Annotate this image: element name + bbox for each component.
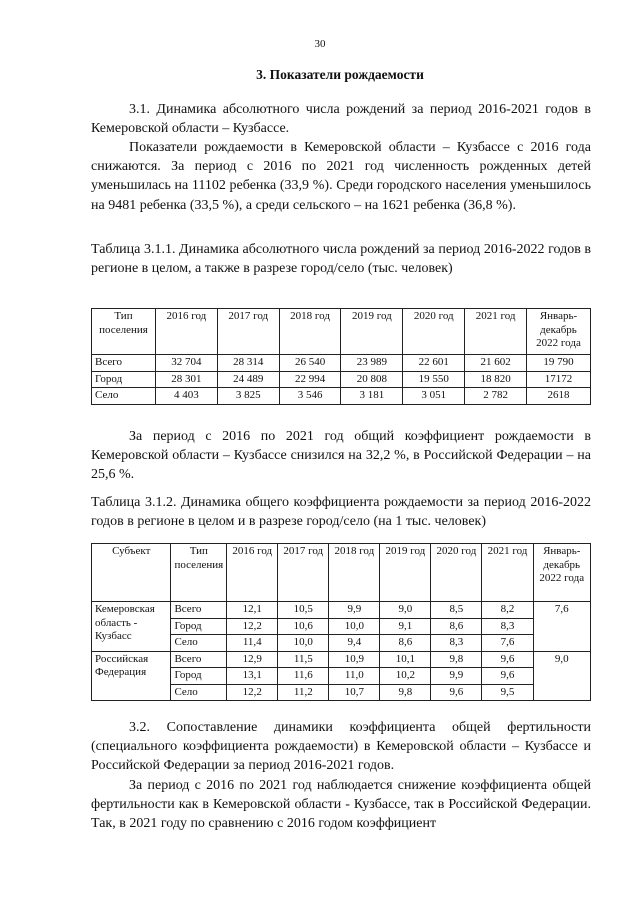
row-label: Село <box>171 635 227 652</box>
section-title: 3. Показатели рождаемости <box>256 67 424 82</box>
row-label: Город <box>171 618 227 635</box>
page-number: 30 <box>314 38 326 50</box>
table-row <box>92 355 591 372</box>
table-cell: 23 989 <box>341 355 403 372</box>
table-cell: 26 540 <box>279 355 341 372</box>
births-table <box>91 308 591 405</box>
header-cell: 2018 год <box>279 309 341 355</box>
table-cell: 21 602 <box>465 355 527 372</box>
table-cell: 9,5 <box>482 684 533 701</box>
table-cell: 8,2 <box>482 602 533 619</box>
table-cell: 9,6 <box>482 651 533 668</box>
table-cell: 10,7 <box>329 684 380 701</box>
table-cell: 10,2 <box>380 668 431 685</box>
table-cell: 10,6 <box>278 618 329 635</box>
birth-rate-table <box>91 543 591 701</box>
header-cell: 2019 год <box>380 544 431 602</box>
row-label: Город <box>171 668 227 685</box>
header-cell: 2021 год <box>465 309 527 355</box>
table-row <box>92 651 591 668</box>
table-cell: 10,0 <box>329 618 380 635</box>
table-cell: 9,1 <box>380 618 431 635</box>
table-row <box>92 371 591 388</box>
header-cell: 2017 год <box>278 544 329 602</box>
table-cell: 9,9 <box>329 602 380 619</box>
table-cell: 9,6 <box>431 684 482 701</box>
table-cell: 3 051 <box>403 388 465 405</box>
subject-cell: Кемеровская область - Кузбасс <box>92 602 171 652</box>
paragraph-fertility: За период с 2016 по 2021 год наблюдается снижение коэффициента общей фертильности как в Кемеровской области - Кузбассе, так в Российской Федерации. Так, в 2021 году по сравнению с 2016 годом коэффициент <box>91 778 591 832</box>
table-cell: 8,5 <box>431 602 482 619</box>
table-cell: 3 181 <box>341 388 403 405</box>
header-cell: 2021 год <box>482 544 533 602</box>
header-cell: 2020 год <box>403 309 465 355</box>
header-cell: Январь-декабрь 2022 года <box>527 309 591 355</box>
table-header-row <box>92 544 591 602</box>
table-cell: 20 808 <box>341 371 403 388</box>
table-cell: 24 489 <box>217 371 279 388</box>
table-cell: 17172 <box>527 371 591 388</box>
table-cell: 9,8 <box>380 684 431 701</box>
table-cell: 9,8 <box>431 651 482 668</box>
table-cell: 7,6 <box>533 602 591 652</box>
table-cell: 12,1 <box>227 602 278 619</box>
paragraph-intro: 3.1. Динамика абсолютного числа рождений за период 2016-2021 годов в Кемеровской области – Кузбассе. <box>91 102 591 137</box>
table-cell: 3 825 <box>217 388 279 405</box>
table-cell: 3 546 <box>279 388 341 405</box>
table-cell: 11,5 <box>278 651 329 668</box>
table-cell: 9,4 <box>329 635 380 652</box>
header-cell: 2016 год <box>155 309 217 355</box>
table-header-row <box>92 309 591 355</box>
header-cell: Тип поселения <box>171 544 227 602</box>
paragraph-dynamics: Показатели рождаемости в Кемеровской области – Кузбассе с 2016 года снижаются. За период с 2016 по 2021 год численность рожденных детей уменьшилась на 11102 ребенка (33,9 %). Среди городского населения уменьшилось на 9481 ребенка (33,5 %), а среди сельского – на 1621 ребенка (36,8 %). <box>91 140 591 213</box>
table-cell: 22 994 <box>279 371 341 388</box>
row-label: Всего <box>171 651 227 668</box>
table-cell: 28 314 <box>217 355 279 372</box>
row-label: Город <box>92 371 156 388</box>
paragraph-coefficient: За период с 2016 по 2021 год общий коэффициент рождаемости в Кемеровской области – Кузбассе снизился на 32,2 %, в Российской Федерации – на 25,6 %. <box>91 429 591 483</box>
table-cell: 10,0 <box>278 635 329 652</box>
table1-caption: Таблица 3.1.1. Динамика абсолютного числа рождений за период 2016-2022 годов в регионе в целом, а также в разрезе город/село (тыс. человек) <box>91 242 591 277</box>
table-cell: 9,9 <box>431 668 482 685</box>
header-cell: Субъект <box>92 544 171 602</box>
table-cell: 18 820 <box>465 371 527 388</box>
table-row <box>92 388 591 405</box>
subject-cell: Российская Федерация <box>92 651 171 701</box>
table-cell: 11,2 <box>278 684 329 701</box>
table-cell: 28 301 <box>155 371 217 388</box>
table-row <box>92 602 591 619</box>
table-cell: 22 601 <box>403 355 465 372</box>
table-cell: 8,6 <box>431 618 482 635</box>
table-cell: 8,3 <box>431 635 482 652</box>
table-cell: 9,6 <box>482 668 533 685</box>
table-cell: 12,2 <box>227 684 278 701</box>
table-cell: 19 790 <box>527 355 591 372</box>
table-cell: 11,6 <box>278 668 329 685</box>
table-cell: 9,0 <box>380 602 431 619</box>
header-cell: 2017 год <box>217 309 279 355</box>
table-cell: 12,9 <box>227 651 278 668</box>
header-cell: 2016 год <box>227 544 278 602</box>
row-label: Село <box>92 388 156 405</box>
table-cell: 10,5 <box>278 602 329 619</box>
row-label: Всего <box>171 602 227 619</box>
table-cell: 19 550 <box>403 371 465 388</box>
table-cell: 2 782 <box>465 388 527 405</box>
table-cell: 4 403 <box>155 388 217 405</box>
table-cell: 11,0 <box>329 668 380 685</box>
table-cell: 8,3 <box>482 618 533 635</box>
header-cell: Январь-декабрь 2022 года <box>533 544 591 602</box>
table-cell: 32 704 <box>155 355 217 372</box>
table-cell: 13,1 <box>227 668 278 685</box>
table-cell: 12,2 <box>227 618 278 635</box>
row-label: Село <box>171 684 227 701</box>
header-cell: 2018 год <box>329 544 380 602</box>
table-cell: 11,4 <box>227 635 278 652</box>
header-cell: Тип поселения <box>92 309 156 355</box>
paragraph-fertility-title: 3.2. Сопоставление динамики коэффициента общей фертильности (специального коэффициента рождаемости) в Кемеровской области – Кузбассе и Российской Федерации за период 2016-2021 годов. <box>91 720 591 774</box>
table-cell: 9,0 <box>533 651 591 701</box>
table-cell: 10,9 <box>329 651 380 668</box>
header-cell: 2019 год <box>341 309 403 355</box>
table-cell: 10,1 <box>380 651 431 668</box>
table-cell: 7,6 <box>482 635 533 652</box>
row-label: Всего <box>92 355 156 372</box>
table-cell: 8,6 <box>380 635 431 652</box>
header-cell: 2020 год <box>431 544 482 602</box>
table-cell: 2618 <box>527 388 591 405</box>
table2-caption: Таблица 3.1.2. Динамика общего коэффициента рождаемости за период 2016-2022 годов в регионе в целом и в разрезе город/село (на 1 тыс. человек) <box>91 495 591 530</box>
